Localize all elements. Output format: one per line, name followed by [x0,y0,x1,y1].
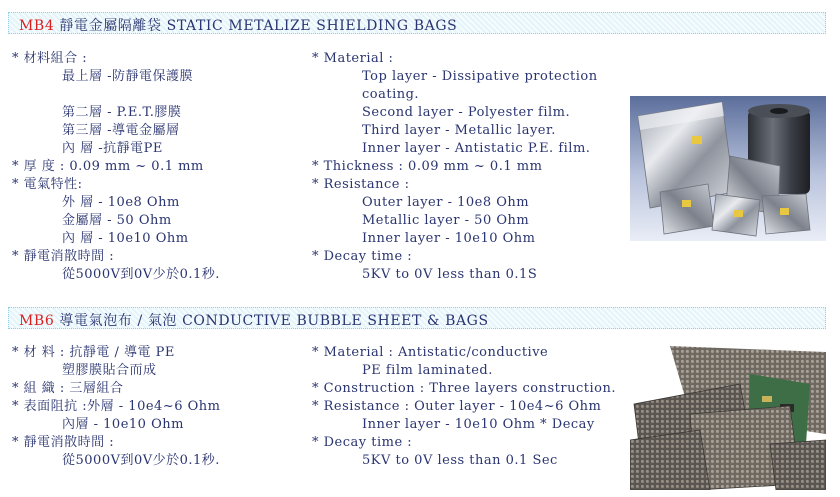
spec-line: 5KV to 0V less than 0.1 Sec [362,453,558,468]
shielding-bags-photo [630,96,826,241]
spec-line: 內 層 - 10e10 Ohm [62,231,189,246]
bubble-sheet-photo [630,344,826,490]
spec-line: * 靜電消散時間 : [12,249,115,264]
bubble-sheet-illustration [630,344,826,490]
spec-line: * 組 織 : 三層組合 [12,381,124,396]
chinese-spec-column [12,344,312,474]
product-code: MB6 [19,313,55,329]
spec-line: Inner layer - 10e10 Ohm * Decay [362,417,595,432]
spec-line: 第二層 - P.E.T.膠膜 [62,105,182,120]
spec-line: * 材料組合 : [12,51,88,66]
spec-line: Inner layer - 10e10 Ohm [362,231,536,246]
spec-line: 金屬層 - 50 Ohm [62,213,172,228]
spec-line: * 靜電消散時間 : [12,435,115,450]
section-header-mb6 [8,307,826,329]
spec-line: * Material : [312,51,394,66]
spec-line: * 材 料 : 抗靜電 / 導電 PE [12,345,175,360]
spec-line: 最上層 -防靜電保護膜 [62,69,194,84]
spec-line: Third layer - Metallic layer. [362,123,556,138]
section-title-mb6 [19,310,489,330]
spec-line: 外 層 - 10e8 Ohm [62,195,180,210]
english-spec-column [312,50,624,290]
spec-line: PE film laminated. [362,363,493,378]
spec-line: 從5000V到0V少於0.1秒. [62,267,220,282]
spec-line: 從5000V到0V少於0.1秒. [62,453,220,468]
spec-line: * Material : Antistatic/conductive [312,345,549,360]
spec-line: * 表面阻抗 :外層 - 10e4~6 Ohm [12,399,221,414]
spec-line: * Thickness : 0.09 mm ~ 0.1 mm [312,159,543,174]
product-title: 靜電金屬隔離袋 STATIC METALIZE SHIELDING BAGS [59,18,458,34]
spec-line: Second layer - Polyester film. [362,105,571,120]
spec-line: coating. [362,87,420,102]
spec-line: * Construction : Three layers construction. [312,381,616,396]
spec-line: 5KV to 0V less than 0.1S [362,267,538,282]
chinese-spec-column [12,50,312,290]
section-header-mb4 [8,12,826,34]
spec-line: 塑膠膜貼合而成 [62,363,157,378]
spec-line: 第三層 -導電金屬層 [62,123,180,138]
spec-line: 內 層 -抗靜電PE [62,141,163,156]
shielding-bags-illustration [630,96,826,241]
spec-line: Metallic layer - 50 Ohm [362,213,530,228]
spec-line: * Resistance : Outer layer - 10e4~6 Ohm [312,399,602,414]
spec-line: Outer layer - 10e8 Ohm [362,195,530,210]
spec-line: * Decay time : [312,435,413,450]
spec-line: Inner layer - Antistatic P.E. film. [362,141,591,156]
product-title: 導電氣泡布 / 氣泡 CONDUCTIVE BUBBLE SHEET & BAGS [59,313,489,329]
english-spec-column [312,344,624,474]
section-title-mb4 [19,15,457,35]
spec-line: * 厚 度 : 0.09 mm ~ 0.1 mm [12,159,204,174]
product-code: MB4 [19,18,55,34]
spec-line: * Decay time : [312,249,413,264]
spec-line: Top layer - Dissipative protection [362,69,598,84]
spec-line: * 電氣特性: [12,177,83,192]
spec-line: 內層 - 10e10 Ohm [62,417,184,432]
spec-line: * Resistance : [312,177,410,192]
